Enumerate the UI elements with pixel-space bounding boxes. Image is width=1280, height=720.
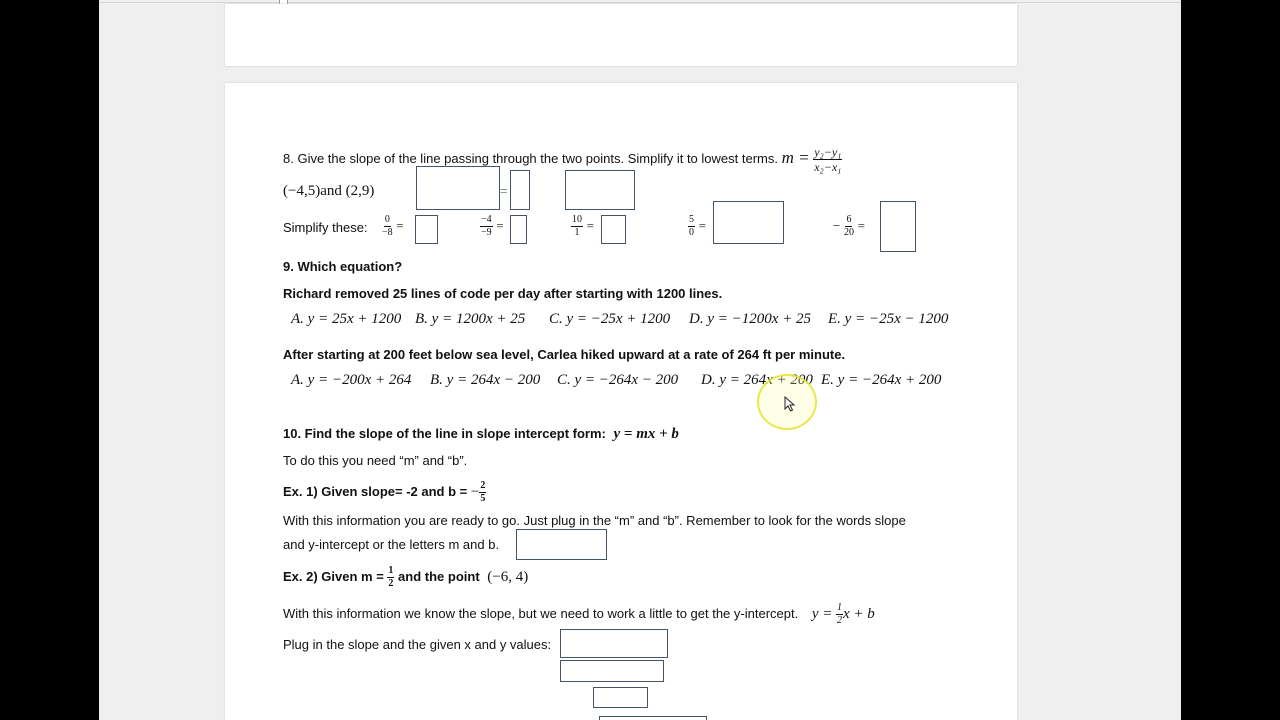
previous-page (225, 4, 1017, 66)
q8-answer-box-1[interactable] (416, 166, 500, 210)
slope-formula-m: m = (781, 147, 810, 167)
simplify-answer-box-1[interactable] (415, 215, 438, 244)
q9-p1-option-d[interactable]: D. y = −1200x + 25 (689, 311, 812, 327)
q9-p2-option-b[interactable]: B. y = 264x − 200 (430, 372, 541, 388)
simplify-label: Simplify these: (283, 220, 368, 235)
simplify-answer-box-2[interactable] (510, 215, 527, 244)
q9-problem2-text: After starting at 200 feet below sea level, Carlea hiked upward at a rate of 264 ft per minute. (283, 347, 846, 362)
simplify-answer-box-5[interactable] (880, 201, 916, 252)
q8-answer-box-3[interactable] (565, 170, 635, 210)
simplify-fraction-2: $\frac{-4}{-9}$ = (481, 214, 504, 238)
slope-formula-numerator: y₂−y₁ (814, 145, 842, 159)
ex1-text-line2: and y-intercept or the letters m and b. (283, 537, 500, 552)
q10-intro: To do this you need “m” and “b”. (283, 453, 468, 468)
q10-title-text: 10. Find the slope of the line in slope intercept form: (283, 426, 606, 441)
simplify-fraction-3: $\frac{10}{1}$ = (572, 214, 594, 238)
q9-p1-option-c[interactable]: C. y = −25x + 1200 (549, 311, 671, 327)
q10-title (283, 426, 679, 443)
q8-points: (−4,5)and (2,9) (283, 183, 375, 199)
ex1-text-line1: With this information you are ready to go. Just plug in the “m” and “b”. Remember to look for the words slope (283, 513, 906, 528)
mouse-pointer-icon (784, 396, 796, 412)
ex1-label: Ex. 1) Given slope= -2 and b = − $\frac{2}{5}$ (283, 480, 486, 504)
q9-problem1-text: Richard removed 25 lines of code per day after starting with 1200 lines. (283, 286, 723, 301)
ruler-line (99, 2, 1181, 3)
q8-prompt-text: 8. Give the slope of the line passing through the two points. Simplify it to lowest terms. (283, 150, 778, 166)
q9-p2-option-c[interactable]: C. y = −264x − 200 (557, 372, 679, 388)
q9-p1-option-b[interactable]: B. y = 1200x + 25 (415, 311, 526, 327)
ex2-label: Ex. 2) Given m = $\frac{1}{2}$ and the point (−6, 4) (283, 565, 529, 589)
q8-prompt (283, 146, 842, 173)
q9-p2-option-a[interactable]: A. y = −200x + 264 (291, 372, 412, 388)
simplify-fraction-4: $\frac{5}{0}$ = (689, 214, 706, 238)
document-viewport[interactable] (99, 0, 1181, 720)
simplify-answer-box-3[interactable] (601, 215, 626, 244)
plug-label: Plug in the slope and the given x and y values: (283, 637, 552, 652)
plug-answer-box-2[interactable] (560, 660, 664, 682)
plug-answer-box-1[interactable] (560, 629, 668, 658)
plug-answer-box-3[interactable] (593, 687, 648, 708)
q9-p2-option-e[interactable]: E. y = −264x + 200 (821, 372, 942, 388)
q8-equals: = (500, 183, 508, 198)
ex2-text: With this information we know the slope, but we need to work a little to get the y-intercept. y = $\frac{1}{2}$ x + b (283, 602, 875, 626)
plug-answer-box-4[interactable] (599, 716, 707, 720)
simplify-fraction-1: $\frac{0}{-8}$ = (382, 214, 404, 238)
q9-p1-option-e[interactable]: E. y = −25x − 1200 (828, 311, 949, 327)
q10-formula: y = mx + b (613, 426, 679, 442)
q9-p1-option-a[interactable]: A. y = 25x + 1200 (291, 311, 402, 327)
q9-title: 9. Which equation? (283, 259, 403, 274)
slope-formula-fraction (813, 146, 842, 173)
simplify-fraction-5: − $\frac{6}{20}$ = (833, 214, 865, 238)
simplify-answer-box-4[interactable] (713, 201, 784, 244)
q9-p2-option-d[interactable]: D. y = 264x + 200 (701, 372, 813, 388)
slope-formula-denominator: x₂−x₁ (814, 160, 842, 174)
q8-answer-box-2[interactable] (510, 170, 530, 210)
ex1-answer-box[interactable] (516, 529, 607, 560)
worksheet-page (225, 83, 1017, 720)
